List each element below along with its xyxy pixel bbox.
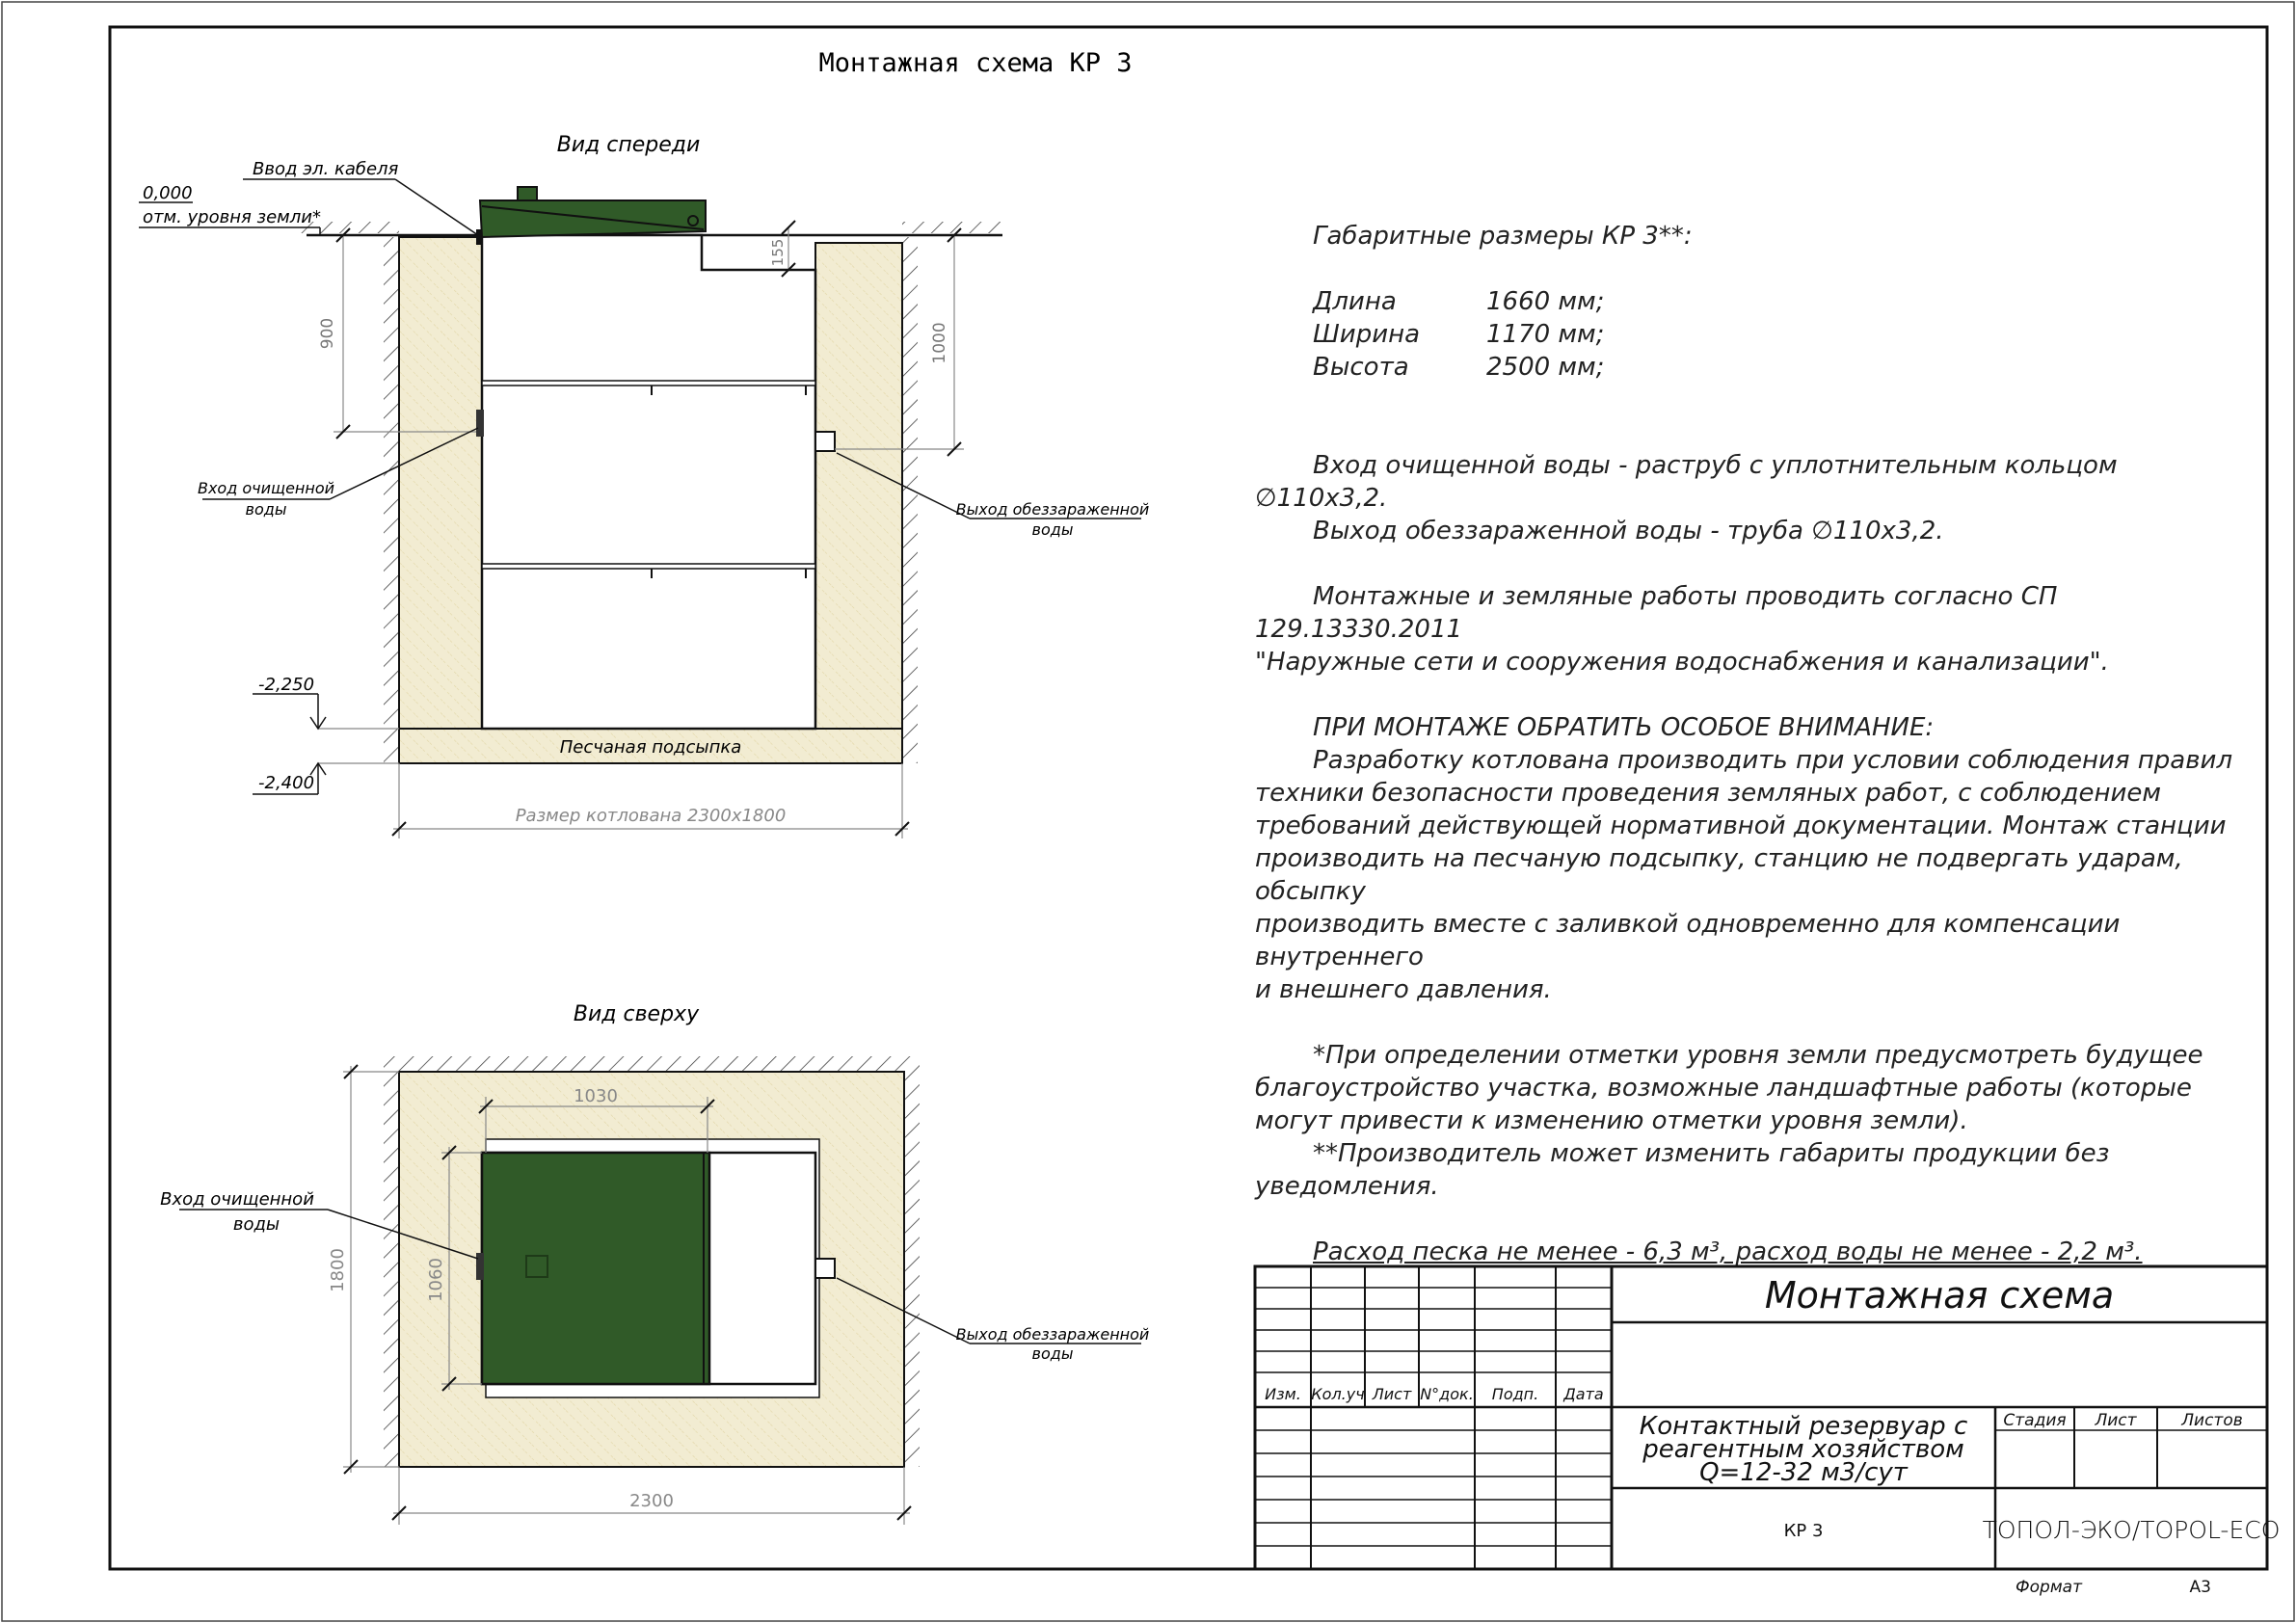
- tank-partition-1: [482, 381, 815, 386]
- dim-1000: 1000: [930, 322, 949, 364]
- top-soil-left: [384, 1072, 399, 1467]
- format-value: А3: [2189, 1578, 2211, 1597]
- dim-900: 900: [318, 317, 337, 350]
- soil-top-right: [902, 222, 1001, 233]
- dim-value-height: 2500 мм;: [1486, 353, 1605, 382]
- dim-2300: 2300: [629, 1491, 674, 1511]
- sheet-label: Лист: [2095, 1411, 2137, 1430]
- footnote1-line-3: могут привести к изменению отметки уровня земли).: [1255, 1106, 1968, 1135]
- ground-mark-label: отм. уровня земли*: [143, 207, 321, 227]
- attention-line-6: и внешнего давления.: [1255, 975, 1552, 1004]
- format-label: Формат: [2016, 1578, 2082, 1597]
- top-soil-right: [904, 1072, 920, 1467]
- product-line-1: Контактный резервуар с: [1639, 1412, 1968, 1441]
- lid-hatch: [518, 187, 537, 200]
- outlet-pipe: [815, 432, 835, 451]
- hdr-izm: Изм.: [1265, 1385, 1301, 1403]
- top-view-label: Вид сверху: [573, 1002, 700, 1026]
- sheets-label: Листов: [2181, 1411, 2243, 1430]
- top-outlet-label-1: Выход обеззараженной: [955, 1325, 1150, 1344]
- dim-1800: 1800: [328, 1248, 348, 1292]
- dim-name-width: Ширина: [1313, 320, 1421, 349]
- company-name: ТОПОЛ-ЭКО/TOPOL-ECO: [1982, 1516, 2281, 1544]
- top-tank-lid: [482, 1153, 709, 1384]
- attention-line-4: производить на песчаную подсыпку, станцию не подвергать ударам, обсыпку: [1255, 844, 2183, 906]
- product-line-3: Q=12-32 м3/сут: [1699, 1458, 1908, 1487]
- cable-entry: [476, 229, 482, 245]
- hdr-podp: Подп.: [1491, 1385, 1539, 1403]
- inlet-text: Вход очищенной воды - раструб с уплотнительным кольцом ∅110х3,2.: [1255, 451, 2118, 513]
- doc-code: КР 3: [1783, 1521, 1824, 1541]
- dims-table: [1313, 285, 2248, 384]
- inlet-pipe: [476, 410, 484, 437]
- dim-name-length: Длина: [1313, 287, 1397, 316]
- product-line-2: реагентным хозяйством: [1642, 1435, 1964, 1464]
- stage-label: Стадия: [2003, 1411, 2067, 1430]
- ground-mark: 0,000: [143, 183, 193, 203]
- front-view: [139, 133, 1149, 838]
- dims-heading: Габаритные размеры КР 3**:: [1313, 222, 1693, 251]
- attention-heading: ПРИ МОНТАЖЕ ОБРАТИТЬ ОСОБОЕ ВНИМАНИЕ:: [1313, 713, 1935, 742]
- front-view-label: Вид спереди: [556, 133, 701, 157]
- consumption-text: Расход песка не менее - 6,3 м³, расход воды не менее - 2,2 м³.: [1313, 1237, 2143, 1266]
- hdr-list: Лист: [1372, 1385, 1412, 1403]
- attention-line-3: требований действующей нормативной документации. Монтаж станции: [1255, 812, 2227, 840]
- dim-1060: 1060: [426, 1258, 446, 1302]
- dim-value-width: 1170 мм;: [1486, 320, 1605, 349]
- dim-value-length: 1660 мм;: [1486, 287, 1605, 316]
- top-inlet-label-2: воды: [232, 1214, 280, 1235]
- dim-155: 155: [769, 238, 787, 267]
- top-outlet-label-2: воды: [1031, 1344, 1074, 1363]
- top-inlet-pipe: [476, 1253, 484, 1280]
- pit-size-label: Размер котлована 2300х1800: [515, 806, 787, 826]
- sand-bed-label: Песчаная подсыпка: [559, 737, 742, 758]
- top-inlet-label-1: Вход очищенной: [160, 1189, 314, 1210]
- level-2250: -2,250: [258, 675, 315, 695]
- footnote1-line-2: благоустройство участка, возможные ландшафтные работы (которые: [1255, 1074, 2192, 1103]
- top-outlet-pipe: [815, 1259, 835, 1278]
- dim-1030: 1030: [574, 1086, 618, 1106]
- tank-partition-2: [482, 564, 815, 569]
- hdr-ndoc: N°док.: [1420, 1385, 1474, 1403]
- soil-left: [384, 237, 399, 763]
- sheet-title: Монтажная схема КР 3: [818, 48, 1133, 78]
- attention-line-1: Разработку котлована производить при условии соблюдения правил: [1313, 746, 2233, 775]
- attention-line-5: производить вместе с заливкой одновременно для компенсации внутреннего: [1255, 910, 2121, 971]
- hdr-data: Дата: [1563, 1385, 1604, 1403]
- front-outlet-label-2: воды: [1031, 520, 1074, 539]
- footnote2: **Производитель может изменить габариты продукции без уведомления.: [1255, 1139, 2110, 1201]
- notes-block: [1255, 220, 2248, 1268]
- cable-label: Ввод эл. кабеля: [253, 159, 399, 179]
- dim-name-height: Высота: [1313, 353, 1409, 382]
- outlet-text: Выход обеззараженной воды - труба ∅110х3,2.: [1313, 517, 1944, 545]
- top-soil-top: [384, 1056, 920, 1072]
- doc-title: Монтажная схема: [1764, 1274, 2115, 1317]
- works-text-2: "Наружные сети и сооружения водоснабжения и канализации".: [1255, 648, 2109, 677]
- level-2400: -2,400: [258, 773, 315, 793]
- works-text-1: Монтажные и земляные работы проводить согласно СП 129.13330.2011: [1255, 582, 2058, 644]
- front-inlet-label-1: Вход очищенной: [197, 479, 335, 497]
- soil-right: [902, 237, 918, 763]
- front-inlet-label-2: воды: [245, 500, 287, 519]
- hdr-kolich: Кол.уч: [1311, 1385, 1365, 1403]
- top-view: [160, 1002, 1149, 1525]
- tank-body: [482, 235, 815, 729]
- front-outlet-label-1: Выход обеззараженной: [955, 500, 1150, 519]
- attention-line-2: техники безопасности проведения земляных работ, с соблюдением: [1255, 779, 2161, 808]
- footnote1-line-1: *При определении отметки уровня земли предусмотреть будущее: [1313, 1041, 2203, 1070]
